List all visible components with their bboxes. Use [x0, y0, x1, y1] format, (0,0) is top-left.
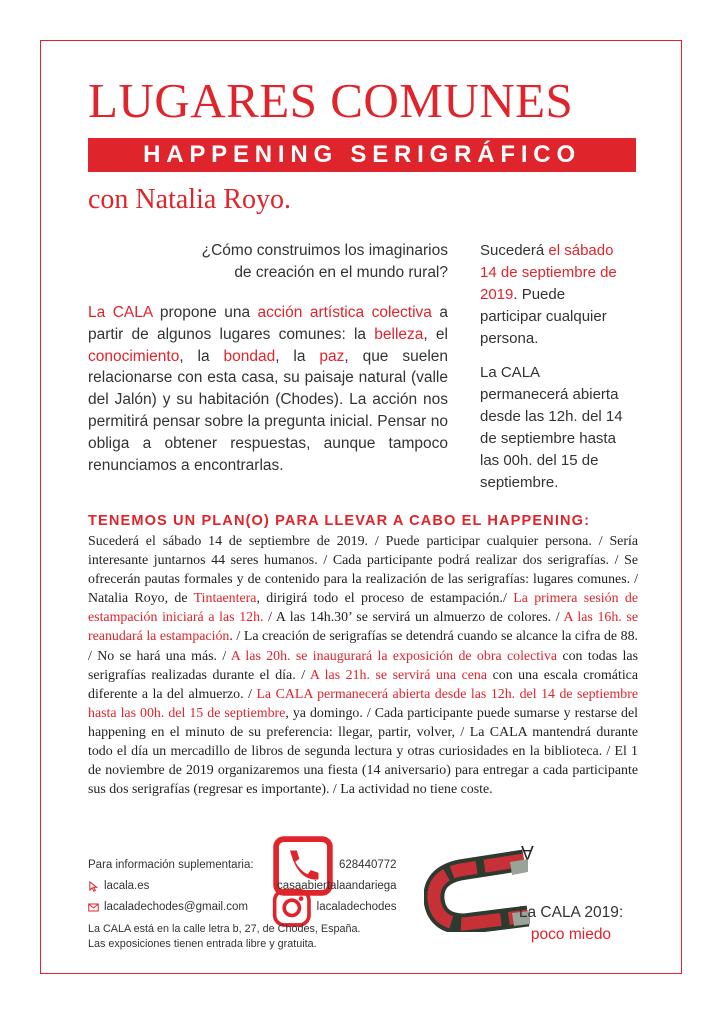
- side-hours-paragraph: La CALA permanecerá abierta desde las 12h. del 14 de septiembre hasta las 00h. del 15 de septiembre.: [480, 364, 623, 491]
- cursor-icon: [88, 881, 99, 892]
- instagram-link[interactable]: [272, 897, 397, 918]
- highlight-text: A las 20h. se inaugurará la exposición de obra colectiva: [230, 648, 558, 664]
- plan-body: [88, 532, 638, 799]
- side-date-paragraph: [480, 240, 630, 350]
- web-link[interactable]: [88, 876, 254, 897]
- mail-icon: [88, 902, 99, 913]
- instagram-text: lacaladechodes: [316, 901, 397, 913]
- address-line-1: La CALA está en la calle letra b, 27, de Chodes, España.: [88, 923, 361, 935]
- body-text: . / La creación de serigrafías se detendrá cuando se alcance la cifra de 88. / No se hará una más. /: [88, 629, 638, 664]
- body-text: Sucederá: [480, 242, 549, 259]
- address-line-2: Las exposiciones tienen entrada libre y gratuita.: [88, 938, 317, 950]
- contact-column-right: [272, 855, 397, 918]
- email-link[interactable]: [88, 897, 254, 918]
- highlight-text: belleza: [374, 325, 424, 343]
- highlight-text: La primera sesión de estampación iniciará a las 12h.: [88, 591, 639, 626]
- body-text: con una escala cromática diferente a la del almuerzo. /: [88, 667, 639, 702]
- address-block: [88, 922, 361, 952]
- highlight-text: A las 21h. se servirá una cena: [309, 667, 488, 683]
- body-text: a partir de algunos lugares comunes: la: [88, 304, 448, 343]
- info-label: Para información suplementaria:: [88, 859, 254, 871]
- tagline-line-2: poco miedo: [530, 926, 612, 943]
- body-text: . Puede participar cualquier persona.: [480, 286, 607, 347]
- web-text: lacala.es: [104, 880, 150, 892]
- question-text: ¿Cómo construimos los imaginarios de creación en el mundo rural?: [201, 242, 448, 281]
- body-text: / A las 14h.30’ se servirá un almuerzo de colores. /: [263, 610, 564, 626]
- body-text: Sucederá el sábado 14 de septiembre de 2019. / Puede participar cualquier persona. / Sería interesante juntarnos 44 seres humanos. / Cada participante podrá realizar dos serigrafías. / Se ofrecerán pautas formales y de contenido para la realización de las serigrafías: lugares comunes. / Natalia Royo, de: [88, 534, 638, 607]
- subtitle: con Natalia Royo.: [88, 184, 291, 215]
- body-text: con todas las serigrafías realizadas durante el día. /: [88, 648, 638, 683]
- phone-link[interactable]: [272, 855, 397, 876]
- body-text: , la: [275, 347, 320, 365]
- body-text: , que suelen relacionarse con esta casa, su paisaje natural (valle del Jalón) y su habitación (Chodes). La acción nos permitirá pensar sobre la pregunta inicial. Pensar no obliga a obtener respuestas, aunque tampoco renunciamos a encontrarlas.: [88, 347, 448, 474]
- highlight-text: acción artística colectiva: [257, 304, 432, 321]
- side-column: [480, 240, 630, 506]
- highlight-text: La CALA permanecerá abierta desde las 12h. del 14 de septiembre hasta las 00h. del 15 de septiembre: [88, 686, 638, 721]
- body-text: propone una: [152, 304, 258, 321]
- tagline-line-1: La CALA 2019:: [518, 904, 624, 921]
- flipped-letter: A: [521, 841, 534, 862]
- body-text: , dirigirá todo el proceso de estampación./: [256, 591, 514, 607]
- tagline: [506, 902, 636, 946]
- page-title: LUGARES COMUNES: [88, 73, 574, 128]
- highlight-text: La CALA: [88, 304, 153, 321]
- body-text: , ya domingo. / Cada participante puede sumarse y restarse del happening en el minuto de su preferencia: llegar, partir, volver, / La CALA mantendrá durante todo el día un mercadillo de libros de segunda lectura y otras curiosidades en la biblioteca. / El 1 de noviembre de 2019 organizaremos una fiesta (14 aniversario) para entregar a cada participante sus dos serigrafías (regresar es importante). / La actividad no tiene coste.: [88, 705, 639, 798]
- highlight-text: bondad: [223, 347, 276, 365]
- highlight-text: paz: [319, 347, 345, 365]
- highlight-text: conocimiento: [88, 347, 180, 365]
- contact-column-left: [88, 855, 254, 918]
- highlight-text: A las 16h. se reanudará la estampación: [88, 610, 638, 645]
- page-border: [40, 40, 682, 974]
- title-banner: HAPPENING SERIGRÁFICO: [88, 138, 636, 172]
- intro-paragraph: [88, 302, 448, 476]
- phone-text: 628440772: [339, 859, 397, 871]
- plan-heading: TENEMOS UN PLAN(O) PARA LLEVAR A CABO EL HAPPENING:: [88, 513, 591, 529]
- body-text: , el: [423, 325, 448, 343]
- highlight-text: Tintaentera: [193, 591, 257, 607]
- facebook-text: casaabiertalaandariega: [277, 880, 397, 892]
- body-text: , la: [179, 347, 224, 365]
- email-text: lacaladechodes@gmail.com: [104, 901, 248, 913]
- highlight-text: el sábado 14 de septiembre de 2019: [480, 242, 617, 303]
